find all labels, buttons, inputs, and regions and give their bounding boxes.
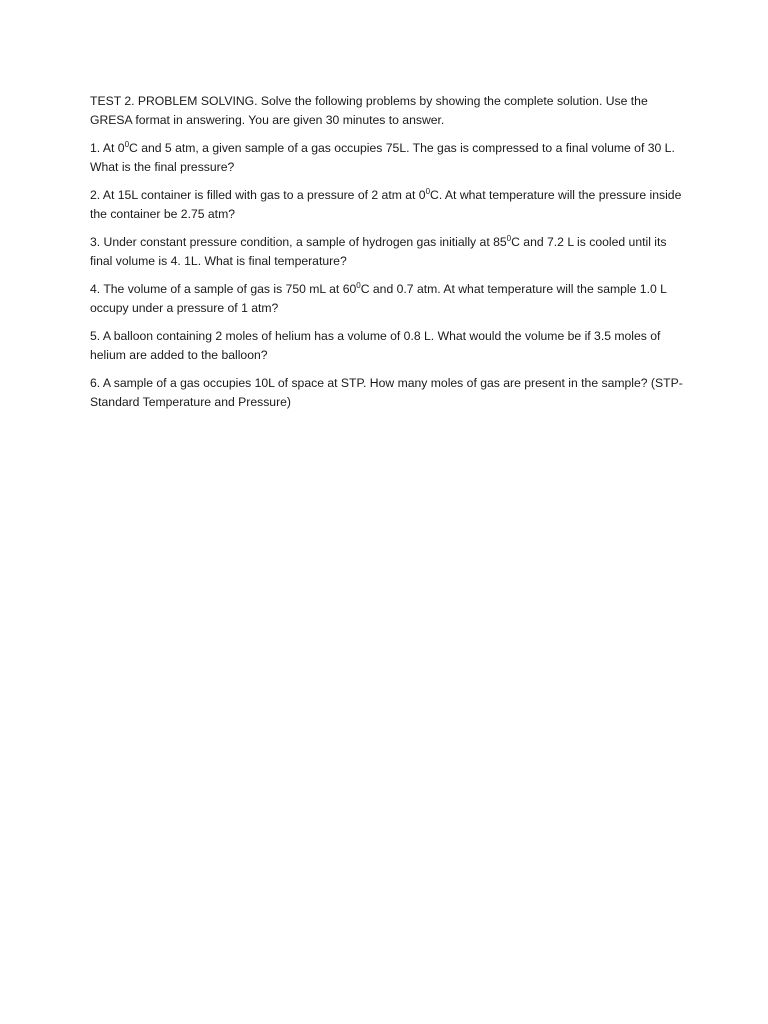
problem-4-degree: 0: [356, 280, 361, 290]
problem-3-text-a: 3. Under constant pressure condition, a sample of hydrogen gas initially at 85: [90, 235, 507, 249]
problem-4: [90, 280, 690, 318]
problem-2-degree: 0: [425, 186, 431, 196]
problem-3: [90, 233, 690, 271]
problem-1-text-a: 1. At 0: [90, 141, 125, 155]
document-body: [90, 92, 690, 421]
problem-2: [90, 186, 690, 224]
problem-3-text-b: C and 7.2 L is cooled until its final volume is 4. 1L. What is final temperature?: [90, 235, 667, 268]
problem-5-text: 5. A balloon containing 2 moles of helium has a volume of 0.8 L. What would the volume be if 3.5 moles of helium are added to the balloon?: [90, 329, 661, 362]
problem-3-degree: 0: [506, 233, 512, 243]
problem-1-text-b: C and 5 atm, a given sample of a gas occupies 75L. The gas is compressed to a final volume of 30 L. What is the final pressure?: [90, 141, 675, 174]
problem-1: [90, 139, 690, 177]
problem-1-degree: 0: [124, 139, 130, 149]
problem-5: [90, 327, 690, 365]
problem-4-text-a: 4. The volume of a sample of gas is 750 mL at 60: [90, 282, 357, 296]
test-instructions: TEST 2. PROBLEM SOLVING. Solve the following problems by showing the complete solution. Use the GRESA format in answering. You are given 30 minutes to answer.: [90, 94, 648, 127]
problem-2-text-a: 2. At 15L container is filled with gas to a pressure of 2 atm at 0: [90, 188, 426, 202]
problem-6-text: 6. A sample of a gas occupies 10L of space at STP. How many moles of gas are present in the sample? (STP-Standard Temperature and Pressure): [90, 376, 683, 409]
problem-6: [90, 374, 690, 412]
problem-4-text-b: C and 0.7 atm. At what temperature will the sample 1.0 L occupy under a pressure of 1 atm?: [90, 282, 667, 315]
problem-2-text-b: C. At what temperature will the pressure inside the container be 2.75 atm?: [90, 188, 682, 221]
